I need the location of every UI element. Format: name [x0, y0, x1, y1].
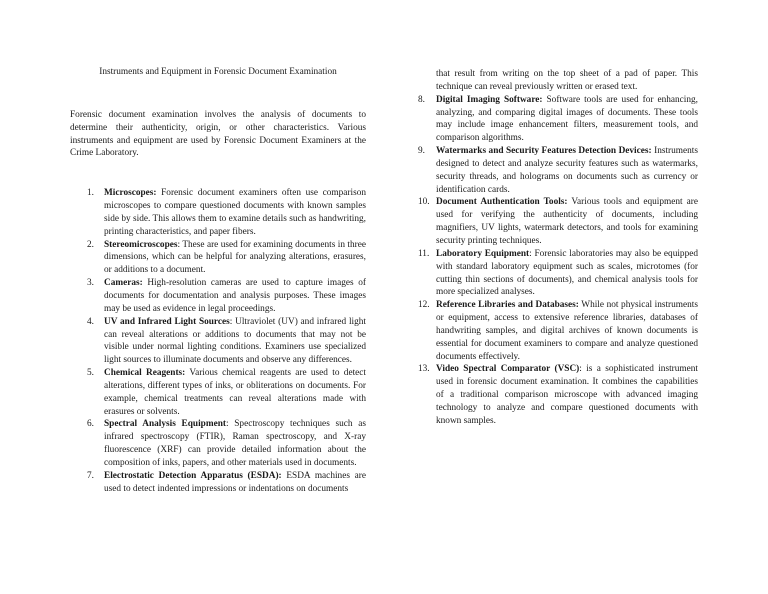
item-term: Document Authentication Tools:: [436, 197, 568, 208]
list-item: [70, 316, 366, 367]
item-term: Video Spectral Comparator (VSC): [436, 364, 580, 375]
list-item: [70, 418, 366, 469]
item-term: Reference Libraries and Databases:: [436, 300, 579, 311]
item-term: Microscopes:: [104, 188, 157, 199]
item-number: 6.: [87, 419, 94, 430]
item-term: UV and Infrared Light Sources: [104, 316, 230, 327]
intro-paragraph: Forensic document examination involves the analysis of documents to determine their authenticity, origin, or other characteristics. Various instruments and equipment are used by Forensic Document Examiners at the Crime Laboratory.: [70, 109, 366, 159]
item-number: 11.: [418, 248, 430, 259]
document-title: Instruments and Equipment in Forensic Document Examination: [99, 67, 337, 77]
item-text: : Forensic laboratories may also be equipped with standard laboratory equipment such as scales, microtomes (for cutting thin sections of documents), and chemical analysis tools for more specialized analyses.: [436, 248, 698, 298]
item-text: : is a sophisticated instrument used in forensic document examination. It combines the capabilities of a traditional comparison microscope with advanced imaging technology to analyze and compare questioned documents with known samples.: [436, 364, 698, 426]
list-item: [70, 367, 366, 418]
item-number: 7.: [87, 470, 94, 481]
list-item: [402, 94, 698, 145]
item-term: Digital Imaging Software:: [436, 94, 543, 105]
item-term: Chemical Reagents:: [104, 368, 186, 379]
item-text: : Ultraviolet (UV) and infrared light can reveal alterations or additions to documents that may not be visible under normal lighting conditions. Examiners use specialized light sources to illuminate documents and observe any differences.: [104, 316, 366, 366]
instrument-list-left: [70, 187, 366, 495]
item-number: 10.: [418, 197, 430, 208]
item-text: High-resolution cameras are used to capture images of documents for documentation and analysis purposes. These images may be used as evidence in legal proceedings.: [104, 278, 366, 314]
item-term: Electrostatic Detection Apparatus (ESDA):: [104, 470, 282, 481]
item-text: While not physical instruments or equipment, access to extensive reference libraries, databases of handwriting samples, and digital archives of known documents is essential for document examiners to compare and analyze questioned documents effectively.: [436, 300, 698, 362]
item-text: : These are used for examining documents in three dimensions, which can be helpful for analyzing alterations, erasures, or additions to a document.: [104, 239, 366, 276]
instrument-list-right: [402, 94, 698, 428]
item-text: : Spectroscopy techniques such as infrared spectroscopy (FTIR), Raman spectroscopy, and X-ray fluorescence (XRF) can provide detailed information about the composition of inks, papers, and other materials used in documents.: [104, 419, 367, 468]
list-item: [70, 187, 366, 238]
right-column: [402, 68, 698, 428]
list-item: [70, 239, 366, 278]
list-item: [70, 277, 366, 316]
item-text: Various tools and equipment are used for verifying the authenticity of documents, including magnifiers, UV lights, watermark detectors, and tools for examining security printing techniques.: [436, 197, 698, 246]
list-item: [402, 248, 698, 299]
list-item: [402, 145, 698, 196]
item-text: Forensic document examiners often use comparison microscopes to compare questioned documents with known samples side by side. This allows them to examine details such as handwriting, printing characteristics, and paper fibers.: [104, 188, 366, 237]
list-item: [70, 470, 366, 496]
item-number: 13.: [418, 364, 430, 375]
item-number: 1.: [87, 188, 94, 199]
item-text: Software tools are used for enhancing, analyzing, and comparing digital images of documents. These tools may include image enhancement filters, measurement tools, and comparison algorithms.: [436, 94, 698, 144]
item-text: Various chemical reagents are used to detect alterations, different types of inks, or obliterations on documents. For example, chemical treatments can reveal alterations made with erasures or solvents.: [104, 368, 366, 417]
left-column: [70, 66, 366, 495]
item-number: 8.: [418, 94, 425, 105]
item-number: 2.: [87, 239, 94, 250]
item-number: 3.: [87, 278, 94, 289]
list-item: [402, 299, 698, 363]
item-number: 9.: [418, 146, 425, 157]
item-7-continuation: that result from writing on the top sheet of a pad of paper. This technique can reveal previously written or erased text.: [436, 69, 698, 92]
list-item: [402, 196, 698, 247]
item-number: 12.: [418, 300, 430, 311]
item-term: Cameras:: [104, 278, 143, 289]
item-text: Instruments designed to detect and analyze security features such as watermarks, security threads, and holograms on documents such as currency or identification cards.: [436, 146, 698, 195]
item-number: 5.: [87, 368, 94, 379]
item-text: ESDA machines are used to detect indented impressions or indentations on documents: [104, 470, 366, 494]
item-term: Laboratory Equipment: [436, 248, 530, 259]
item-term: Watermarks and Security Features Detection Devices:: [436, 146, 652, 157]
item-number: 4.: [87, 316, 94, 327]
list-item: [402, 363, 698, 427]
item-term: Stereomicroscopes: [104, 239, 178, 250]
item-term: Spectral Analysis Equipment: [104, 419, 226, 430]
